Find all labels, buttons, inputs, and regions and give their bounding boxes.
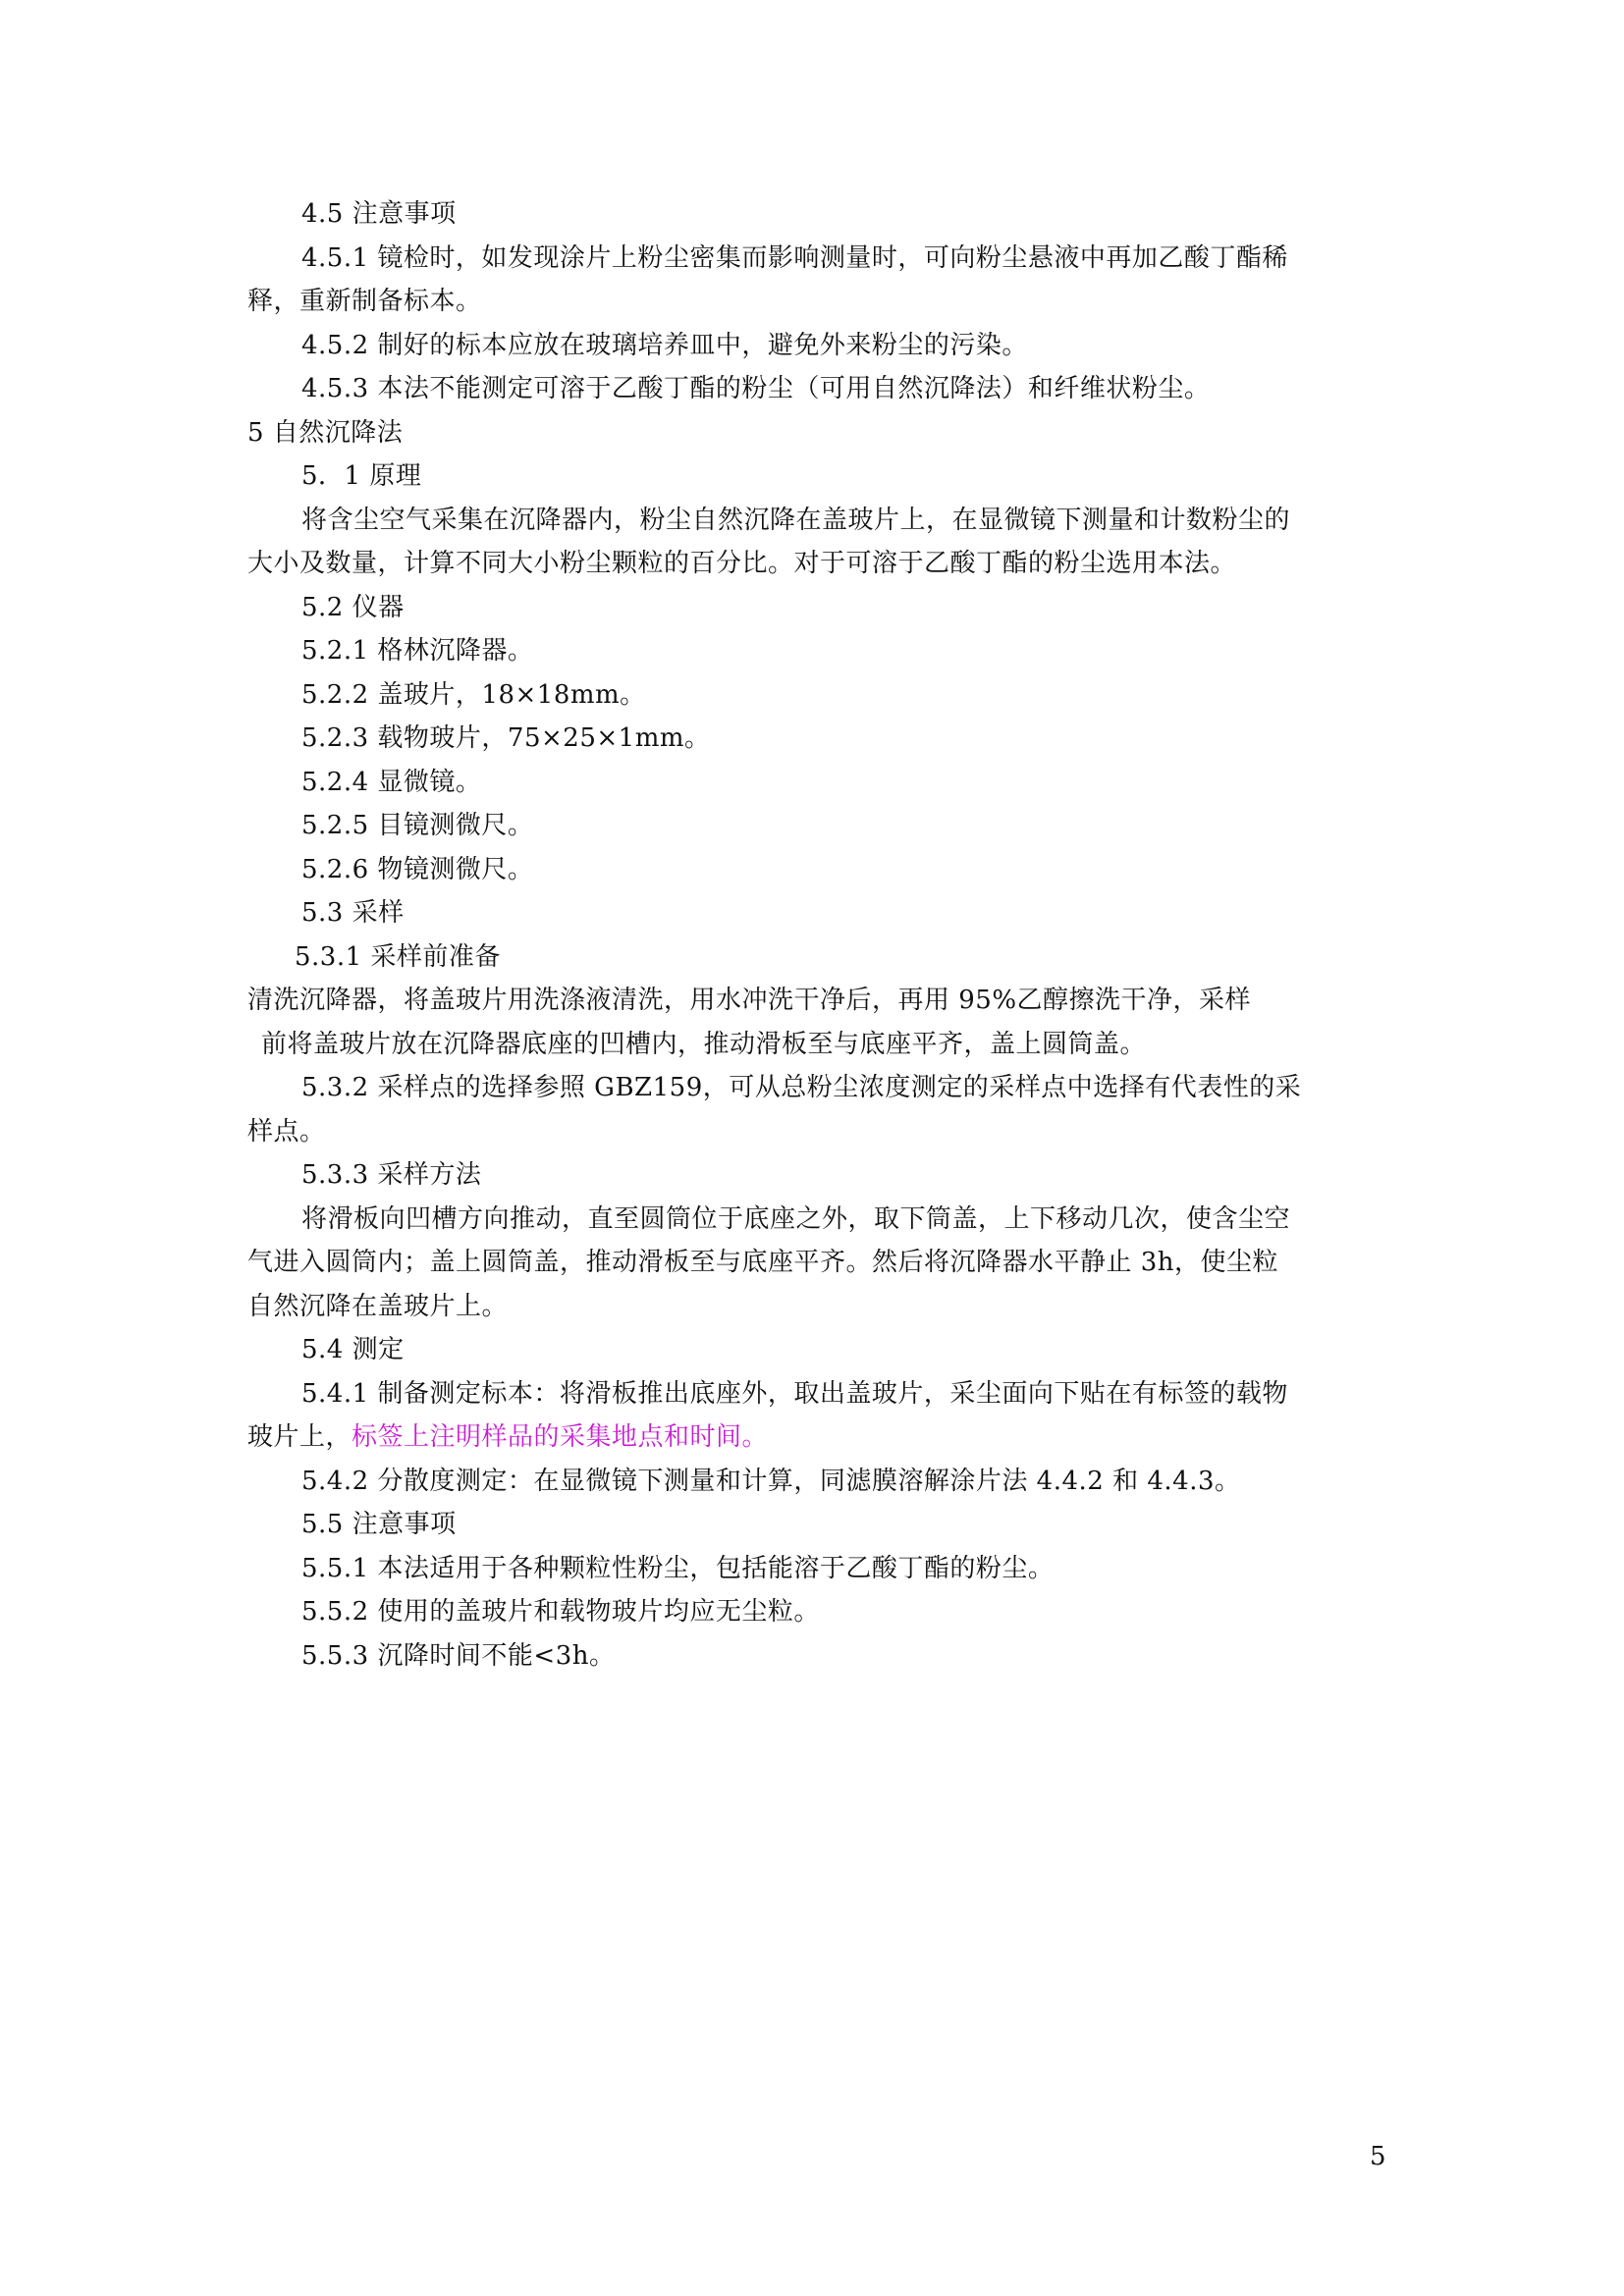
heading-5-3-1: 5.3.1 采样前准备: [295, 942, 501, 972]
heading-4-5: 4.5 注意事项: [301, 199, 457, 229]
heading-5-3-3: 5.3.3 采样方法: [301, 1160, 482, 1190]
paragraph-line: 5.3.2 采样点的选择参照 GBZ159，可从总粉尘浓度测定的采样点中选择有代表性的采: [301, 1073, 1302, 1102]
paragraph-line: 清洗沉降器，将盖玻片用洗涤液清洗，用水冲洗干净后，再用 95%乙醇擦洗干净，采样: [247, 986, 1252, 1015]
paragraph-line: 将滑板向凹槽方向推动，直至圆筒位于底座之外，取下筒盖，上下移动几次，使含尘空: [301, 1204, 1291, 1234]
page-number: 5: [1370, 2142, 1386, 2171]
paragraph-line: 样点。: [247, 1117, 326, 1147]
paragraph-line: 将含尘空气采集在沉降器内，粉尘自然沉降在盖玻片上，在显微镜下测量和计数粉尘的: [301, 506, 1291, 535]
paragraph-line: 前将盖玻片放在沉降器底座的凹槽内，推动滑板至与底座平齐，盖上圆筒盖。: [261, 1030, 1147, 1059]
heading-5-1: 5．1 原理: [301, 461, 422, 491]
heading-5: 5 自然沉降法: [247, 418, 404, 448]
heading-5-2: 5.2 仪器: [301, 593, 405, 622]
paragraph-line: 4.5.1 镜检时，如发现涂片上粉尘密集而影响测量时，可向粉尘悬液中再加乙酸丁酯稀: [301, 243, 1288, 273]
paragraph-line: 4.5.3 本法不能测定可溶于乙酸丁酯的粉尘（可用自然沉降法）和纤维状粉尘。: [301, 374, 1211, 403]
list-item: 5.2.1 格林沉降器。: [301, 636, 534, 666]
list-item: 5.5.3 沉降时间不能<3h。: [301, 1641, 616, 1671]
paragraph-line: 5.4.2 分散度测定：在显微镜下测量和计算，同滤膜溶解涂片法 4.4.2 和 4.4.3。: [301, 1467, 1241, 1496]
paragraph-line: 4.5.2 制好的标本应放在玻璃培养皿中，避免外来粉尘的污染。: [301, 331, 1028, 360]
heading-5-4: 5.4 测定: [301, 1335, 405, 1364]
paragraph-line: 自然沉降在盖玻片上。: [247, 1292, 509, 1321]
list-item: 5.2.6 物镜测微尺。: [301, 855, 534, 884]
paragraph-line: [247, 1420, 768, 1454]
paragraph-line: 气进入圆筒内；盖上圆筒盖，推动滑板至与底座平齐。然后将沉降器水平静止 3h，使尘粒: [247, 1248, 1279, 1277]
list-item: 5.2.2 盖玻片，18×18mm。: [301, 680, 646, 710]
list-item: 5.5.1 本法适用于各种颗粒性粉尘，包括能溶于乙酸丁酯的粉尘。: [301, 1554, 1055, 1583]
list-item: 5.2.5 目镜测微尺。: [301, 811, 534, 840]
paragraph-line: 大小及数量，计算不同大小粉尘颗粒的百分比。对于可溶于乙酸丁酯的粉尘选用本法。: [247, 549, 1237, 578]
paragraph-line: 释，重新制备标本。: [247, 287, 482, 316]
list-item: 5.2.3 载物玻片，75×25×1mm。: [301, 723, 711, 753]
heading-5-5: 5.5 注意事项: [301, 1510, 457, 1539]
paragraph-text: 玻片上，: [247, 1422, 352, 1452]
list-item: 5.2.4 显微镜。: [301, 768, 482, 797]
paragraph-line: 5.4.1 制备测定标本：将滑板推出底座外，取出盖玻片，采尘面向下贴在有标签的载物: [301, 1379, 1288, 1409]
list-item: 5.5.2 使用的盖玻片和载物玻片均应无尘粒。: [301, 1597, 820, 1627]
heading-5-3: 5.3 采样: [301, 898, 405, 928]
highlighted-text: 标签上注明样品的采集地点和时间。: [352, 1422, 769, 1452]
